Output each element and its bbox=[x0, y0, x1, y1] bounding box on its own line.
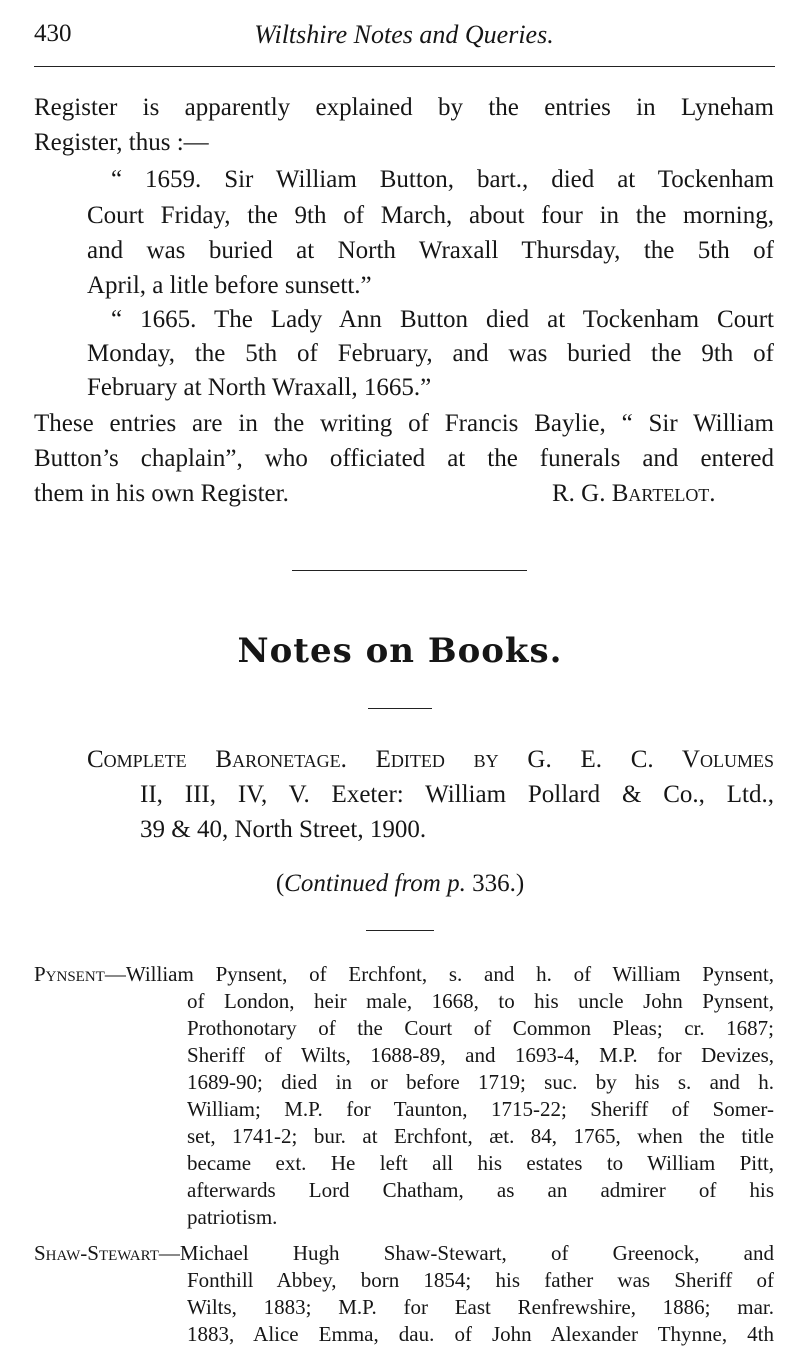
entry-line: Prothonotary of the Court of Common Pleas; cr. 1687; bbox=[187, 1016, 774, 1040]
entry-line: afterwards Lord Chatham, as an admirer of his bbox=[187, 1178, 774, 1202]
entry-line: patriotism. bbox=[187, 1205, 278, 1229]
article-line: Court Friday, the 9th of March, about four in the morning, bbox=[87, 202, 774, 229]
running-title: Wiltshire Notes and Queries. bbox=[254, 20, 554, 49]
entry-first-line: Shaw-Stewart—Michael Hugh Shaw-Stewart, of Greenock, and bbox=[34, 1241, 774, 1265]
entry-line: Sheriff of Wilts, 1688-89, and 1693-4, M.P. for Devizes, bbox=[187, 1043, 774, 1067]
article-line: April, a litle before sunsett.” bbox=[87, 272, 372, 299]
section-divider bbox=[292, 570, 527, 571]
book-entry-line: II, III, IV, V. Exeter: William Pollard & Co., Ltd., bbox=[140, 781, 774, 808]
entry-line: William; M.P. for Taunton, 1715-22; Sheriff of Somer- bbox=[187, 1097, 774, 1121]
article-line: These entries are in the writing of Francis Baylie, “ Sir William bbox=[34, 410, 774, 437]
continued-note: (Continued from p. 336.) bbox=[275, 870, 525, 897]
article-line: them in his own Register. bbox=[34, 480, 289, 507]
page-number: 430 bbox=[34, 20, 72, 47]
header-rule bbox=[34, 66, 775, 67]
article-line: “ 1659. Sir William Button, bart., died at Tockenham bbox=[111, 166, 774, 193]
article-line: and was buried at North Wraxall Thursday, the 5th of bbox=[87, 237, 774, 264]
entry-headword: Shaw-Stewart bbox=[34, 1241, 159, 1265]
entry-first-line: Pynsent—William Pynsent, of Erchfont, s. and h. of William Pynsent, bbox=[34, 962, 774, 986]
article-line: Button’s chaplain”, who officiated at the funerals and entered bbox=[34, 445, 774, 472]
entry-line: 1883, Alice Emma, dau. of John Alexander Thynne, 4th bbox=[187, 1322, 774, 1346]
entry-line: became ext. He left all his estates to William Pitt, bbox=[187, 1151, 774, 1175]
entry-line: 1689-90; died in or before 1719; suc. by his s. and h. bbox=[187, 1070, 774, 1094]
entry-line: Fonthill Abbey, born 1854; his father was Sheriff of bbox=[187, 1268, 774, 1292]
title-divider bbox=[368, 708, 432, 709]
book-entry-line: Complete Baronetage. Edited by G. E. C. Volumes bbox=[87, 746, 774, 773]
running-header bbox=[34, 20, 774, 60]
article-line: Register, thus :— bbox=[34, 129, 209, 156]
article-line: “ 1665. The Lady Ann Button died at Tockenham Court bbox=[111, 306, 774, 333]
entries-divider bbox=[366, 930, 434, 931]
section-title: Notes on Books. bbox=[237, 631, 563, 671]
entry-headword: Pynsent bbox=[34, 962, 105, 986]
entry-line: of London, heir male, 1668, to his uncle John Pynsent, bbox=[187, 989, 774, 1013]
article-line: Register is apparently explained by the entries in Lyneham bbox=[34, 94, 774, 121]
article-line: February at North Wraxall, 1665.” bbox=[87, 374, 432, 401]
entry-line: Wilts, 1883; M.P. for East Renfrewshire, 1886; mar. bbox=[187, 1295, 774, 1319]
signature: R. G. Bartelot. bbox=[552, 480, 716, 507]
article-line: Monday, the 5th of February, and was buried the 9th of bbox=[87, 340, 774, 367]
book-entry-line: 39 & 40, North Street, 1900. bbox=[140, 816, 427, 843]
entry-line: set, 1741-2; bur. at Erchfont, æt. 84, 1765, when the title bbox=[187, 1124, 774, 1148]
